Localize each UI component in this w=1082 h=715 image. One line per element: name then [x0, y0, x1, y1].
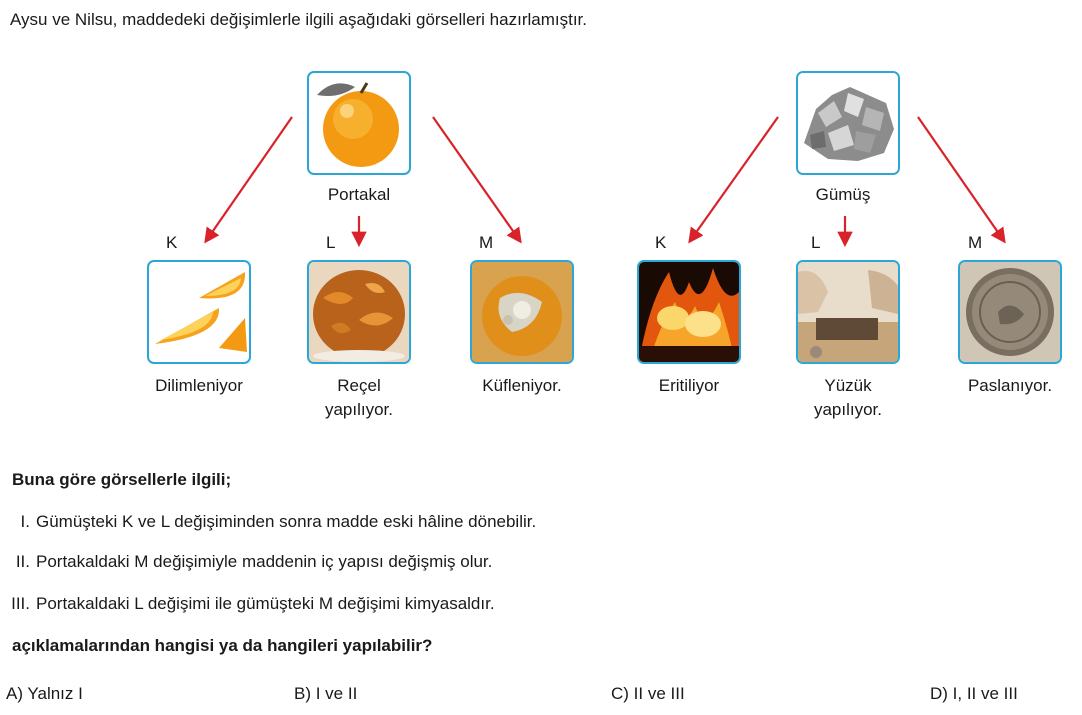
coin-image [958, 260, 1062, 364]
question-lead: Buna göre görsellerle ilgili; [12, 470, 232, 489]
intro-text: Aysu ve Nilsu, maddedeki değişimlerle ilgili aşağıdaki görselleri hazırlamıştır. [10, 10, 587, 29]
option-d[interactable]: D) I, II ve III [930, 684, 1018, 703]
statement-2 [0, 552, 492, 572]
option-c[interactable]: C) II ve III [611, 684, 685, 703]
statement-1 [0, 512, 536, 532]
orange-slices-image [147, 260, 251, 364]
orange-l-letter: L [326, 233, 336, 252]
orange-m-letter: M [479, 233, 494, 252]
silver-m-letter: M [968, 233, 983, 252]
option-b[interactable]: B) I ve II [294, 684, 358, 703]
statement-3 [0, 594, 495, 614]
silver-k-label: Eritiliyor [658, 376, 720, 395]
statement-1-text: Gümüşteki K ve L değişiminden sonra madde eski hâline dönebilir. [36, 512, 537, 531]
orange-image [307, 71, 411, 175]
orange-m-label: Küfleniyor. [482, 376, 562, 395]
orange-k-letter: K [166, 233, 178, 252]
arrow-orange-k [206, 117, 292, 241]
statement-3-number: III. [11, 594, 30, 613]
statement-1-number: I. [20, 512, 30, 531]
arrow-silver-k [690, 117, 778, 241]
statement-2-text: Portakaldaki M değişimiyle maddenin iç yapısı değişmiş olur. [36, 552, 493, 571]
statement-2-number: II. [15, 552, 30, 571]
silver-name: Gümüş [815, 185, 871, 204]
ring-making-image [796, 260, 900, 364]
option-a[interactable]: A) Yalnız I [6, 684, 83, 703]
arrow-silver-m [918, 117, 1004, 241]
jam-image [307, 260, 411, 364]
orange-l-label: Reçel yapılıyor. [324, 376, 394, 419]
moldy-orange-image [470, 260, 574, 364]
silver-l-label: Yüzük yapılıyor. [813, 376, 883, 419]
silver-m-label: Paslanıyor. [967, 376, 1053, 395]
silver-image [796, 71, 900, 175]
melting-image [637, 260, 741, 364]
silver-k-letter: K [655, 233, 667, 252]
arrow-orange-m [433, 117, 520, 241]
statement-3-text: Portakaldaki L değişimi ile gümüşteki M değişimi kimyasaldır. [36, 594, 495, 613]
question-ask: açıklamalarından hangisi ya da hangileri yapılabilir? [12, 636, 433, 655]
orange-name: Portakal [327, 185, 391, 204]
orange-k-label: Dilimleniyor [155, 376, 243, 395]
silver-l-letter: L [811, 233, 821, 252]
